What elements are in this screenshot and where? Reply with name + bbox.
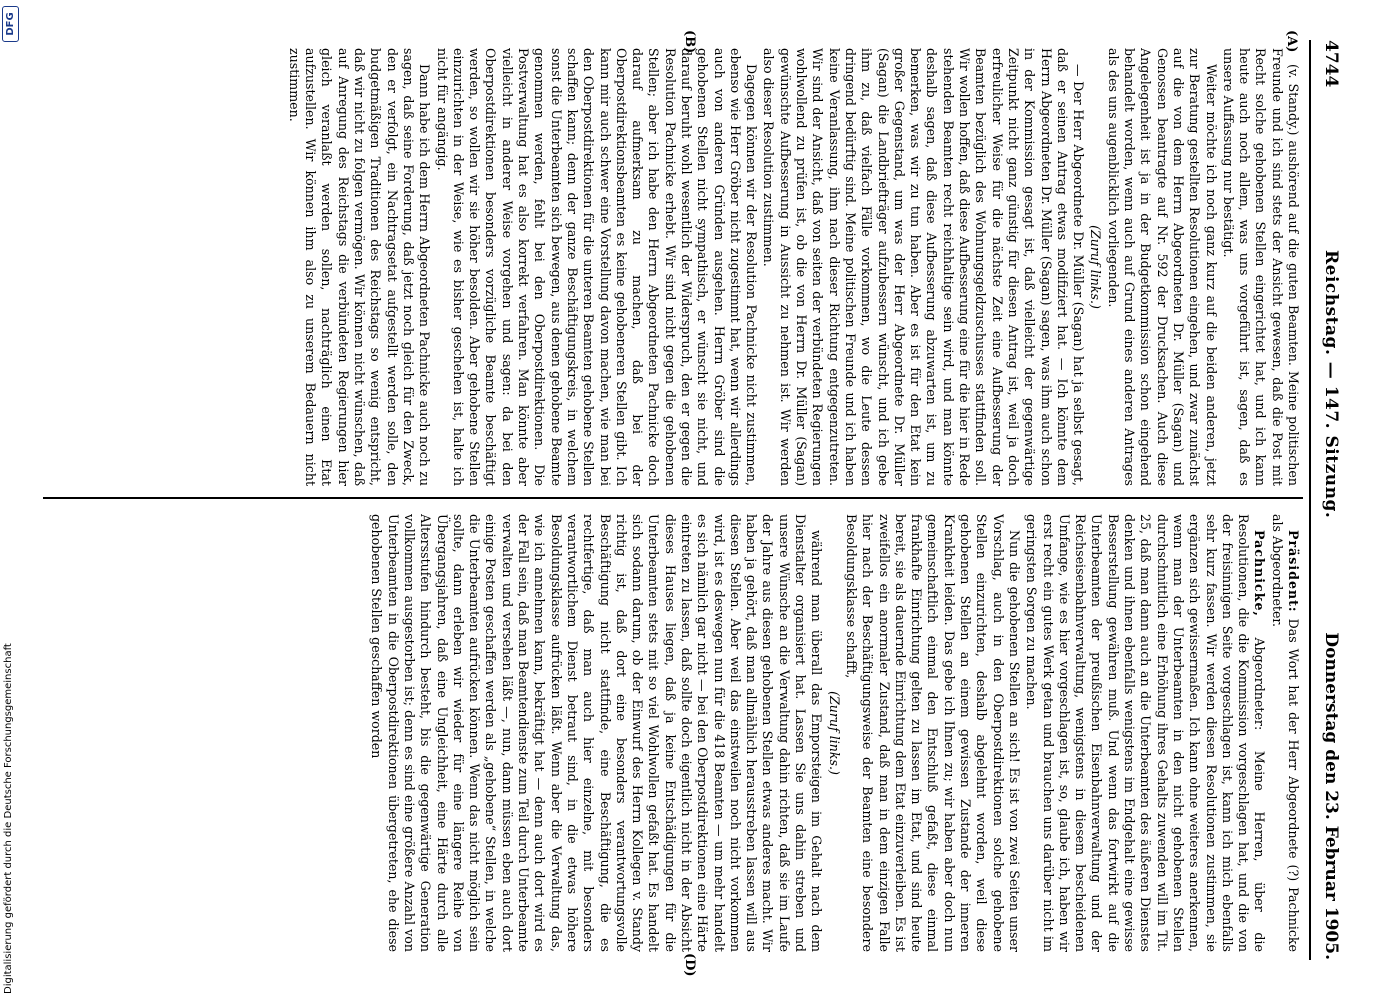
paragraph-text: Dann habe ich dem Herrn Abgeordneten Pachnicke auch noch zu sagen, daß seine Forderung, daß jetzt noch gleich für den Zweck, den er verfolgt, ein Nachtragsetat aufgestellt werden solle, den budgetmäßigen Traditionen des Reichstags so wenig entspricht, daß wir nicht zu folgen vermögen. Wir können nicht wünschen, daß auf Anregung des Reichstags die verbündeten Regierungen hier gleich veranlaßt werden sollen, nachträglich einen Etat aufzustellen. Wir können ihm also zu unserem Bedauern nicht zustimmen. (286, 48, 433, 486)
speaker-name: Pachnicke, (1252, 530, 1268, 617)
paragraph (433, 48, 759, 486)
digitization-note: Digitalisierung gefördert durch die Deutsche Forschungsgemeinschaft (3, 643, 14, 994)
paragraph (368, 514, 824, 952)
paragraph (286, 48, 433, 486)
margin-mark-a: (A) (1284, 30, 1299, 53)
paragraph-text: (v. Standy.) aushörend auf die guten Beamten. Meine politischen Freunde und ich sind stets der Ansicht gewesen, daß die Post mit Recht solche gehobenen Stellen eingerichtet hat, und ich kann heute auch noch allem, was uns vorgeführt ist, sagen, daß es unsere Auffassung nur bestätigt. (1220, 48, 1301, 486)
right-column (46, 514, 1301, 952)
paragraph-text: während man überall das Emporsteigen im Gehalt nach dem Dienstalter organisiert hat. Lassen Sie uns dahin streben und unsere Wünsche an die Verwaltung dahin richten, daß sie im Laufe der Jahre aus diesen gehobenen Stellen etwas anderes macht. Wir haben ja gehört, daß man allmählich herausstreben lassen will aus diesen Stellen. Aber weil das einstweilen noch nicht vorkommen wird, ist es deswegen nun für die 418 Beamten — um mehr handelt es sich nämlich gar nicht — bei den Oberpostdirektionen eine Härte eintreten zu lassen, daß sollte doch eigentlich nicht in der Absicht dieses Hauses liegen, daß ja keine Entschädigungen für die Unterbeamten stets mit so viel Wohlwollen gefaßt hat. Es handelt sich sodann darum, ob der Einwurf des Herrn Kollegen v. Standy richtig ist, daß dort eine besonders verantwortungsvolle Beschäftigung nicht stattfinde, eine Beschäftigung, die es rechtfertige, daß man auch hier einzelne, mit besonders verantwortlichem Dienst betraut sind, in die etwas höhere Besoldungsklasse aufrücken läßt. Wenn aber die Verwaltung das, wie ich annehmen kann, bekräftigt hat — denn auch dort wird es der Fall sein, daß man Beamtendienste zum Teil durch Unterbeamte verwalten und versehen läßt —, nun, dann müssen eben auch dort einige Posten geschaffen werden als „gehobene“ Stellen, in welche die Unterbeamten aufrücken können. Wenn das nicht möglich sein sollte, dann erleben wir wieder für eine längere Reihe von Übergangsjahren, daß eine Ungleichheit, eine Härte durch alle Altersstufen hindurch besteht, bis die gegenwärtige Generation vollkommen ausgestorben ist; denn es sind eine größere Anzahl von Unterbeamten in die Oberpostdirektionen übergetreten, ehe diese gehobenen Stellen geschaffen worden (369, 514, 825, 952)
paragraph-text: — Der Herr Abgeordnete Dr. Müller (Sagan) hat ja selbst gesagt, daß er seinen Antrag etwas modifiziert hat. — Ich könnte dem Herrn Abgeordneten Dr. Müller (Sagan) sagen, was ihm auch schon in der Kommission gesagt ist, daß vielleicht der gegenwärtige Zeitpunkt nicht ganz günstig für diesen Antrag ist, weil ja doch erfreulicher Weise für die nächste Zeit eine Aufbesserung der Beamten bezüglich des Wohnungsgeldzuschusses stattfinden soll. Wir wollen hoffen, daß diese Aufbesserung eine für die hier in Rede stehenden Beamten recht reichhaltige sein wird, und man könnte deshalb sagen, daß diese Aufbesserung abzuwarten ist, um zu bemerken, was wir zu tun haben. Aber es ist für den Etat kein großer Gegenstand, um was der Herr Abgeordnete Dr. Müller (Sagan) die Landbriefträger aufzubessern wünscht, und ich gebe ihm zu, daß vielfach Fälle vorkommen, wo die Leute dessen dringend bedürftig sind. Meine politischen Freunde und ich haben keine Veranlassung, ihm nach dieser Richtung entgegenzutreten. Wir sind der Ansicht, daß von seiten der verbündeten Regierungen wohlwollend zu prüfen ist, ob die von Herrn Dr. Müller (Sagan) gewünschte Aufbesserung in Aussicht zu nehmen ist. Wir werden also dieser Resolution zustimmen. (761, 48, 1087, 486)
paragraph-text: (Zuruf links.) (826, 691, 842, 775)
paragraph (825, 514, 841, 952)
session-title: Reichstag. — 147. Sitzung. (1321, 250, 1341, 519)
margin-mark-d: (D) (682, 953, 697, 977)
paragraph (1023, 514, 1267, 952)
paragraph-text: (Zuruf links.) (1088, 225, 1104, 309)
header-rule (1309, 40, 1311, 960)
paragraph-text: Nun die gehobenen Stellen an sich! Es ist von zwei Seiten unser Vorschlag, auch in den Oberpostdirektionen solche gehobene Stellen einzurichten, deshalb abgelehnt worden, weil diese gehobenen Stellen an einem gewissen Zustande der inneren Krankheit leiden. Das gebe ich Ihnen zu; wir haben aber doch nun gemeinschaftlich einmal den Entschluß gefaßt, diese einmal frankhafte Einrichtung gelten zu lassen im Etat, und sind heute bereit, sie als dauernde Einrichtung dem Etat einzuverleiben. Es ist zweifellos ein anormaler Zustand, daß man in dem einzigen Falle hier nach der Beschäftigungsweise der Beamten eine besondere Besoldungsklasse schafft, (843, 514, 1022, 952)
paragraph-text: Das Wort hat der Herr Abgeordnete (?) Pachnicke als Abgeordneter. (1269, 514, 1301, 952)
dfg-logo: DFG (2, 6, 19, 42)
paragraph-text: Weiter möchte ich noch ganz kurz auf die beiden anderen, jetzt zur Beratung gestellten Resolutionen eingehen, und zwar zunächst auf die von dem Herrn Abgeordneten Dr. Müller (Sagan) und Genossen beantragte auf Nr. 592 der Drucksachen. Auch diese Angelegenheit ist ja in der Budgetkommission schon eingehend behandelt worden, wenn auch auf Grund eines anderen Antrages als des uns augenblicklich vorliegenden. (1105, 48, 1219, 486)
paragraph-text: Dagegen können wir der Resolution Pachnicke nicht zustimmen, ebenso wie Herr Gröber nicht zugestimmt hat, wenn wir allerdings auch von anderen Gründen ausgehen. Herrn Gröber sind die gehobenen Stellen nicht sympathisch, er wünscht sie nicht, und darauf beruht wohl wesentlich der Widerspruch, den er gegen die Resolution Pachnicke erhebt. Wir sind nicht gegen die gehobenen Stellen; aber ich habe den Herrn Abgeordneten Pachnicke doch darauf aufmerksam zu machen, daß bei der Oberpostdirektionsbeamten es keine gehobeneren Stellen gibt. Ich kann mir auch schwer eine Vorstellung davon machen, wie man bei den Oberpostdirektionen für die unteren Beamten gehobene Stellen schaffen kann; denn der ganze Beschäftigungskreis, in welchem sonst die Unterbeamten sich bewegen, aus denen gehobene Beamte genommen werden, fehlt bei den Oberpostdirektionen. Die Postverwaltung hat es also korrekt verfahren. Man könnte aber vielleicht in anderer Weise vorgehen und sagen: da bei den Oberpostdirektionen besonders vorzügliche Beamte beschäftigt werden, so wollen wir sie höher besolden. Aber gehobene Stellen einzurichten in der Weise, wie es bisher geschehen ist, halte ich nicht für angängig. (434, 48, 760, 486)
page-header (1315, 40, 1343, 960)
paragraph (1220, 48, 1301, 486)
paragraph (1268, 514, 1301, 952)
session-date: Donnerstag den 23. Februar 1905. (1321, 632, 1341, 960)
left-column (46, 48, 1301, 486)
speaker-name: Präsident: (1286, 530, 1301, 613)
page-number: 4744 (1321, 40, 1341, 88)
paragraph-text: Abgeordneter: Meine Herren, über die Resolutionen, die die Kommission vorgeschlagen hat, und die von der freisinnigen Seite vorgeschlagen ist, kann ich mich ebenfalls sehr kurz fassen. Wir werden diesen Resolutionen zustimmen, sie ergänzen sich gewissermaßen. Ich kann ohne weiteres anerkennen, wenn man der Unterbeamten in den nicht gehobenen Stellen durchschnittlich eine Erhöhung ihres Gehalts zuwenden will im Tit. 25, daß man dann auch an die Unterbeamten des äußeren Dienstes denken und ihnen ebenfalls wenigstens im Endgehalt eine gewisse Besserstellung gewähren muß. Und wenn das fortwirkt auf die Unterbeamten der preußischen Eisenbahnverwaltung und der Reichseisenbahnverwaltung, wenigstens in diesem bescheidenen Umfange, wie es hier vorgeschlagen ist, so, glaube ich, haben wir erst recht ein gutes Werk getan und brauchen uns darüber nicht im geringsten Sorgen zu machen. (1024, 514, 1268, 952)
footer-bar (0, 0, 22, 1000)
margin-mark-b: (B) (682, 30, 697, 54)
paragraph (843, 514, 1022, 952)
paragraph (1104, 48, 1218, 486)
paragraph (1087, 48, 1103, 486)
column-divider (43, 497, 1303, 499)
paragraph (760, 48, 1086, 486)
